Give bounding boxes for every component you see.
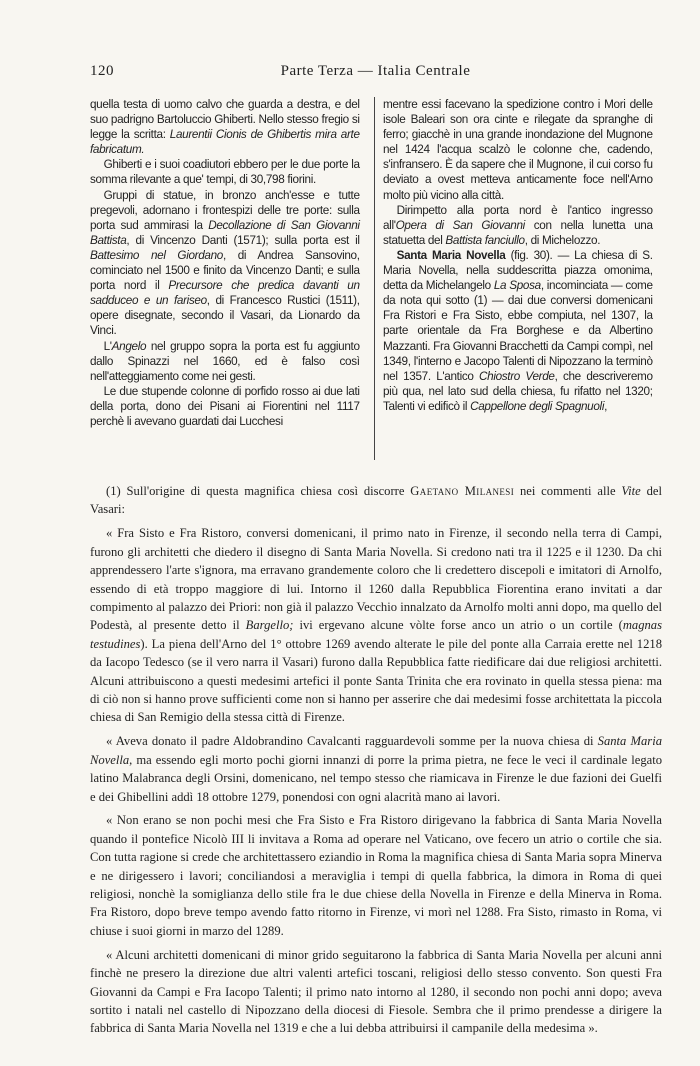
text-run: , di Michelozzo. (524, 232, 601, 247)
footnote (90, 482, 662, 519)
text-run: , incominciata — come da nota qui sotto (1) — dai due conversi domenicani Fra Ristori e Fra Sisto, ebbe compiuta, nel 1307, la parte orientale da Fra Borghese e da Albertino Mazzanti. Fra Giovanni Bracchetti da Campi compì, nel 1349, l'interno e Jacopo Talenti di Nipozzano la terminò nel 1357. L'antico (383, 278, 653, 383)
text-run: ivi ergevano alcune vòlte forse anco un atrio o un cortile ( (293, 618, 623, 633)
text-run: , di Andrea Sansovino, cominciato nel 1500 e finito da Vincenzo Danti; e sulla porta nord il (90, 247, 360, 293)
text-run: , di Francesco Rustici (1511), opere disegnate, secondo il Vasari, da Lionardo da Vinci. (90, 293, 360, 338)
italic-text: Battista fanciullo (445, 232, 525, 247)
paragraph (90, 97, 360, 157)
text-run: , di Vincenzo Danti (1571); sulla porta est il (126, 232, 360, 247)
section-title: Santa Maria Novella (396, 247, 506, 262)
text-run: , ma essendo egli morto pochi giorni innanzi di porre la prima pietra, ne fece le veci il cardinale legato latino Malabranca degli Orsini, domenicano, nel tempo stesso che riamicava in Firenze le due fazioni dei Guelfi e dei Ghibellini addì 18 ottobre 1279, ponendosi con ogni alacrità mano ai lavori. (90, 752, 662, 804)
text-run: ). La piena dell'Arno del 1° ottobre 1269 avendo alterate le pile del ponte alla Carraia erette nel 1218 da Iacopo Tedesco (se il vero narra il Vasari) furono dalla Repubblica fatte riedificare dai due religiosi architetti. Alcuni attribuiscono a questi medesimi artefici il ponte Santa Trinita che era rovinato in quella stessa piena: ma di ciò non si hanno prove sufficienti come non si hanno per asserire che dai medesimi fosse architettata la piccola chiesa di San Remigio della stessa città di Firenze. (90, 636, 662, 725)
footnote-quote (90, 524, 662, 726)
text-run: con nella lunetta una statuetta del (383, 217, 653, 247)
text-run: nel gruppo sopra la porta est fu aggiunto dallo Spinazzi nel 1660, ed è falso così nell'atteggiamento come nei gesti. (90, 338, 360, 383)
text-run: Dirimpetto alla porta nord è l'antico ingresso all' (383, 202, 653, 232)
italic-text: Opera di San Giovanni (395, 217, 525, 232)
footnote-quote (90, 732, 662, 806)
paragraph (383, 203, 653, 248)
text-run: « Aveva donato il padre Aldobrandino Cavalcanti ragguardevoli somme per la nuova chiesa di (106, 734, 598, 749)
running-head: Parte Terza — Italia Centrale (280, 63, 471, 79)
italic-text: Laurentii Cionis de Ghibertis mira arte fabricatum. (90, 127, 360, 157)
two-column-body (90, 97, 661, 462)
text-run: « Fra Sisto e Fra Ristoro, conversi domenicani, il primo nato in Firenze, il secondo nella terra di Campi, furono gli architetti che diedero il disegno di Santa Maria Novella. Si credono nati tra il 1225 e il 1230. Da chi apprendessero l'arte s'ignora, ma erravano grandemente coloro che li credettero discepoli e imitatori di Arnolfo, essendo di età troppo maggiore di lui. Intorno il 1260 dalla Repubblica Fiorentina erano invitati a dar compimento al palazzo dei Priori: non già il palazzo Vecchio innalzato da Arnolfo molti anni dopo, ma quello del Podestà, al presente detto il (90, 526, 662, 633)
page-number: 120 (90, 63, 114, 79)
text-run: del Vasari: (90, 484, 662, 517)
text-run: Gruppi di statue, in bronzo anch'esse e tutte pregevoli, adornano i frontespizi delle tre porte: sulla porta sud ammirasi la (90, 187, 360, 232)
text-run: (fig. 30). — La chiesa di S. Maria Novella, nella suddescritta piazza omonima, detta da Michelangelo (383, 247, 653, 293)
text-run: , (604, 398, 608, 413)
paragraph (383, 248, 653, 414)
footnotes (90, 482, 662, 1043)
italic-text: Angelo (111, 338, 147, 353)
text-run: L' (103, 338, 112, 353)
paragraph: Le due stupende colonne di porfido rosso ai due lati della porta, dono dei Pisani ai Fiorentini nel 1117 perchè li avevano guardati dai Lucchesi (90, 383, 360, 428)
paragraph: mentre essi facevano la spedizione contro i Mori delle isole Baleari son ora cinte e rilegate da spranghe di ferro; giacchè in una grande inondazione del Mugnone nel 1424 l'acqua scalzò le colonne che, cadendo, s'infransero. È da sapere che il Mugnone, il cui corso fu deviato a ovest metteva anticamente foce nell'Arno molto più vicino alla città. (383, 97, 653, 202)
italic-text: Decollazione di San Giovanni Battista (90, 217, 360, 247)
paragraph (90, 188, 360, 339)
column-divider (374, 97, 375, 460)
paragraph (90, 339, 360, 384)
italic-text: Bargello; (245, 618, 294, 633)
footnote-quote: « Non erano se non pochi mesi che Fra Sisto e Fra Ristoro dirigevano la fabbrica di Santa Maria Novella quando il pontefice Nicolò III li invitava a Roma ad operare nel Vaticano, ove fecero un atrio o cortile che sia. Con tutta ragione si crede che architettassero eziandio in Roma la magnifica chiesa di Santa Maria sopra Minerva e ne dirigessero i lavori; conciliandosi a meraviglia i tempi di quella fabbrica, la dimora in Roma di quei religiosi, nonchè la somiglianza dello stile fra le due chiese della Novella in Firenze e della Minerva in Roma. Fra Ristoro, dopo breve tempo avendo fatto ritorno in Firenze, vi morì nel 1288. Fra Sisto, rimasto in Roma, vi chiuse i suoi giorni in marzo del 1289. (90, 813, 662, 938)
text-run: (1) Sull'origine di questa magnifica chiesa così discorre (106, 484, 411, 498)
author-name: Gaetano Milanesi (410, 484, 515, 498)
footnote-quote: « Alcuni architetti domenicani di minor grido seguitarono la fabbrica di Santa Maria Novella per alcuni anni finchè ne presero la direzione due altri valenti artefici toscani, religiosi dello stesso convento. Son questi Fra Giovanni da Campi e Fra Iacopo Talenti; il primo nato intorno al 1280, il secondo non pochi anni dopo; aveva sortito i natali nel castello di Nipozzano della diocesi di Fiesole. Sembra che il primo prendesse a dirigere la fabbrica di Santa Maria Novella nel 1319 e che a lui debba attribuirsi il campanile della medesima ». (90, 947, 662, 1036)
italic-text: Vite (621, 484, 641, 498)
italic-text: Cappellone degli Spagnuoli (470, 398, 605, 413)
italic-text: Battesimo nel Giordano (90, 247, 223, 262)
italic-text: Santa Maria Novella (90, 734, 662, 767)
text-run: , che descriveremo più qua, nel lato sud della chiesa, fu rifatto nel 1320; Talenti vi edificò il (383, 368, 653, 413)
text-run: quella testa di uomo calvo che guarda a destra, e del suo padrigno Bartoluccio Ghiberti. Nello stesso fregio si legge la scritta: (90, 97, 360, 142)
left-column (90, 97, 360, 429)
italic-text: Chiostro Verde (478, 368, 555, 383)
paragraph: Ghiberti e i suoi coadiutori ebbero per le due porte la somma rilevante a que' tempi, di 30,798 fiorini. (90, 157, 360, 187)
italic-text: La Sposa (493, 278, 541, 293)
page-header (90, 63, 661, 83)
italic-text: Precursore che predica davanti un sadduceo e un fariseo (90, 278, 360, 308)
right-column (383, 97, 653, 414)
text-run: nei commenti alle (514, 484, 622, 498)
italic-text: magnas testudines (90, 618, 662, 651)
